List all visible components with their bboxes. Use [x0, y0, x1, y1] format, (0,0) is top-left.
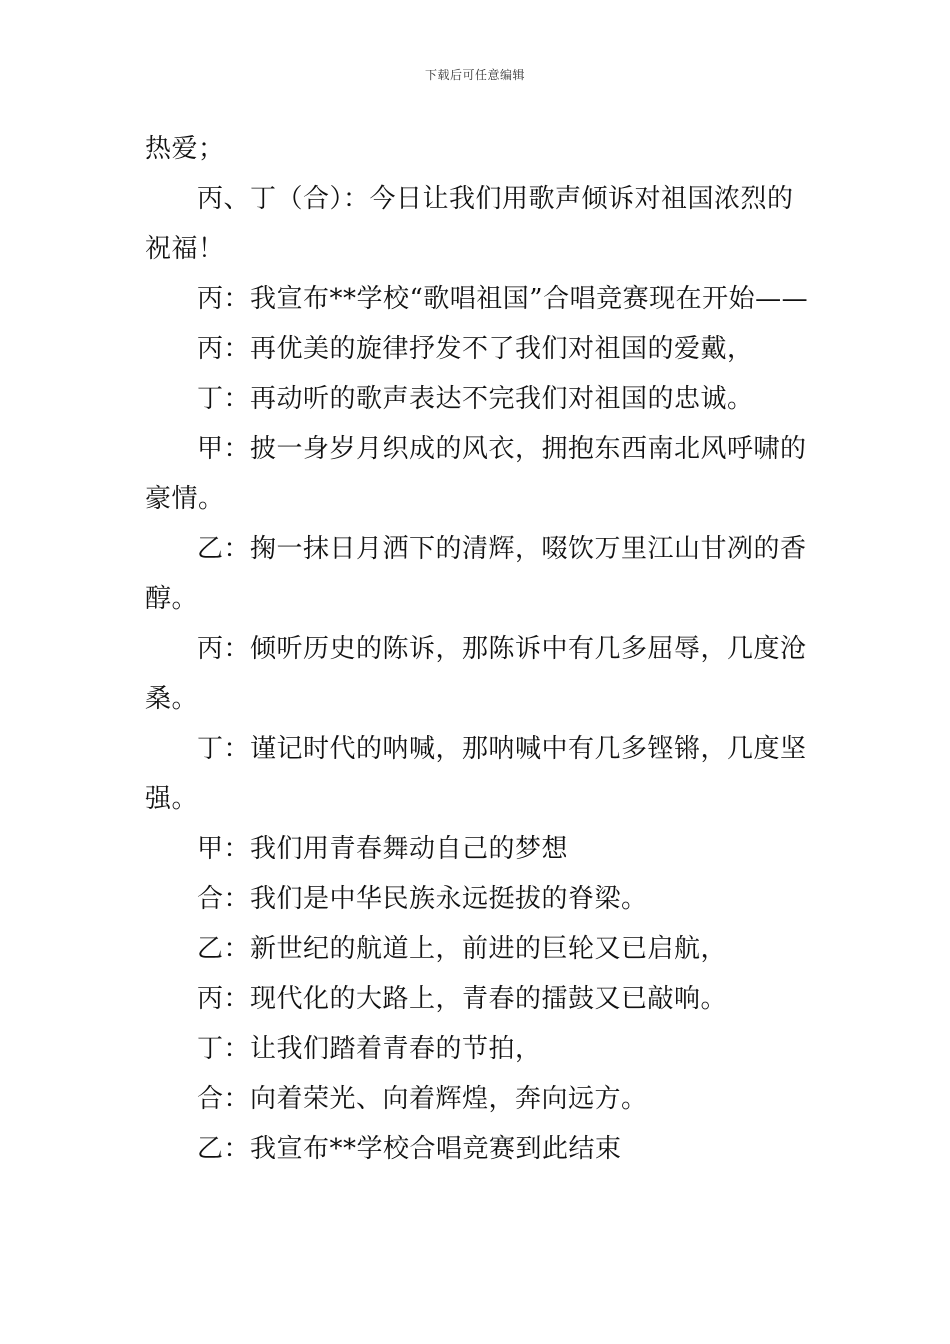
paragraph: 合：向着荣光、向着辉煌，奔向远方。 — [197, 1084, 648, 1114]
paragraph: 乙：新世纪的航道上，前进的巨轮又已启航， — [197, 934, 728, 964]
paragraph: 乙：掬一抹日月洒下的清辉，啜饮万里江山甘冽的香醇。 — [145, 534, 807, 614]
paragraph: 甲：我们用青春舞动自己的梦想 — [197, 834, 569, 864]
paragraph: 丙、丁（合）：今日让我们用歌声倾诉对祖国浓烈的祝福！ — [145, 184, 794, 264]
paragraph: 丙：我宣布**学校“歌唱祖国”合唱竞赛现在开始—— — [197, 284, 809, 314]
paragraph: 甲：披一身岁月织成的风衣，拥抱东西南北风呼啸的豪情。 — [145, 434, 807, 514]
paragraph: 丙：倾听历史的陈诉，那陈诉中有几多屈辱，几度沧桑。 — [145, 634, 807, 714]
document-body — [145, 124, 810, 1174]
paragraph: 丙：再优美的旋律抒发不了我们对祖国的爱戴， — [197, 334, 754, 364]
page-header: 下载后可任意编辑 — [424, 68, 525, 82]
paragraph: 丙：现代化的大路上，青春的擂鼓又已敲响。 — [197, 984, 728, 1014]
paragraph: 乙：我宣布**学校合唱竞赛到此结束 — [197, 1134, 622, 1164]
paragraph: 丁：谨记时代的呐喊，那呐喊中有几多铿锵，几度坚强。 — [145, 734, 807, 814]
paragraph: 热爱； — [145, 134, 225, 164]
paragraph: 合：我们是中华民族永远挺拔的脊梁。 — [197, 884, 648, 914]
paragraph: 丁：让我们踏着青春的节拍， — [197, 1034, 542, 1064]
paragraph: 丁：再动听的歌声表达不完我们对祖国的忠诚。 — [197, 384, 754, 414]
